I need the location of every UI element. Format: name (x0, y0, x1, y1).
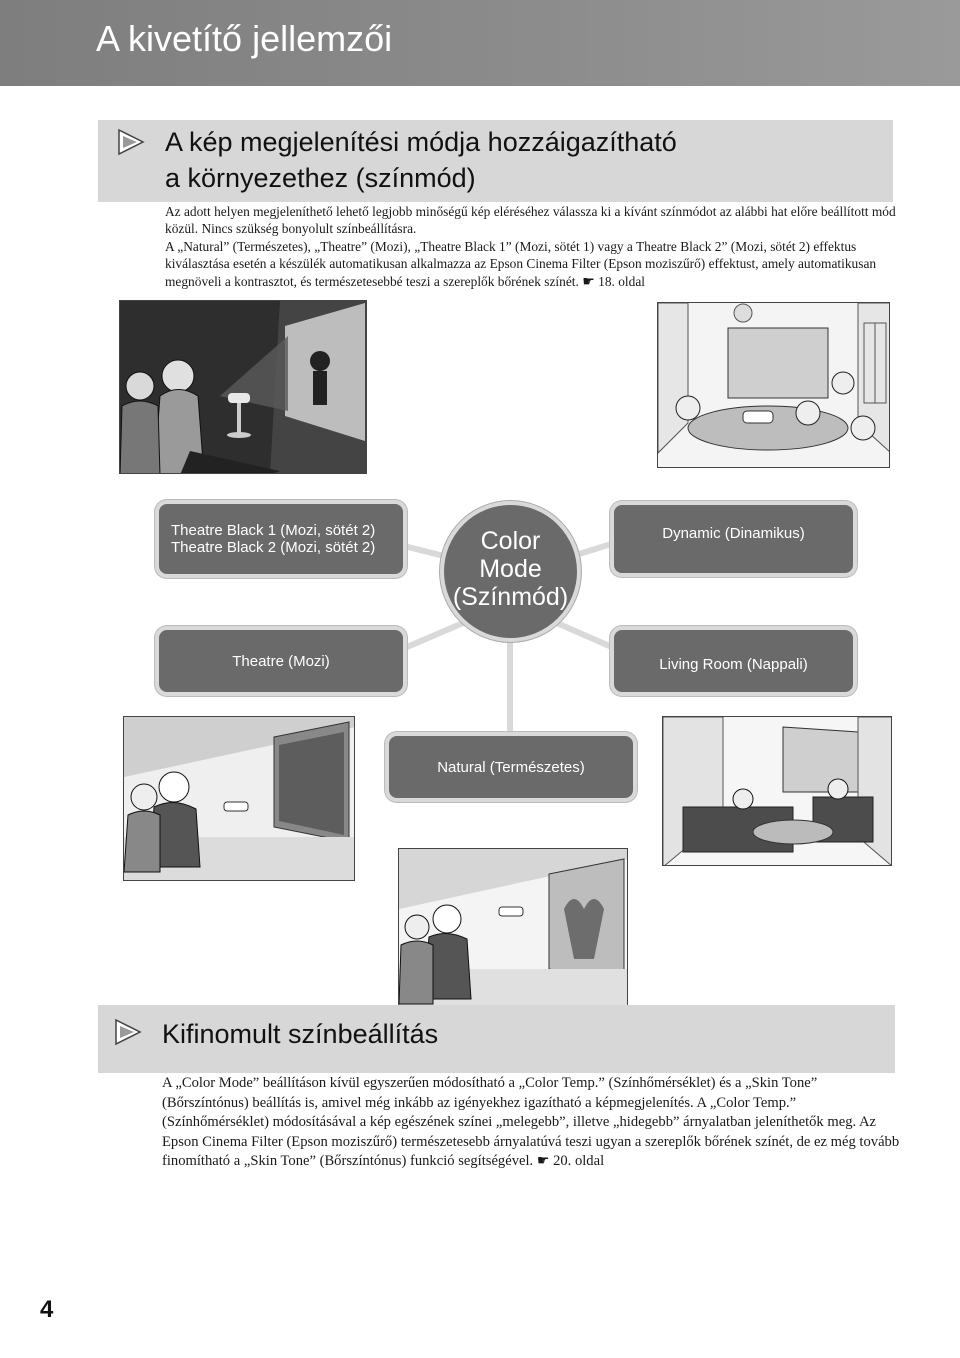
section-title-line-1: A kép megjelenítési módja hozzáigazítható (165, 127, 677, 157)
section-heading-fine-color (98, 1005, 895, 1073)
mode-theatre-black-2: Theatre Black 2 (Mozi, sötét 2) (171, 539, 376, 556)
intro-paragraph: Az adott helyen megjeleníthető lehető legjobb minőségű kép eléréséhez válassza ki a kívánt színmódot az alábbi hat előre beállított mód közül. Nincs szükség bonyolult színbeállításra. (165, 204, 896, 237)
pointing-hand-icon: ☛ (536, 1153, 550, 1170)
hub-line-2: Mode (479, 555, 542, 583)
living-room-scene (663, 717, 892, 866)
mode-theatre-black (155, 500, 407, 578)
page-reference: 20. oldal (553, 1153, 605, 1170)
color-mode-hub (440, 501, 581, 642)
fine-color-paragraph (162, 1074, 902, 1172)
theatre-illustration (123, 716, 355, 881)
section-title-line-2: a környezethez (színmód) (165, 163, 476, 193)
mode-living-room (610, 626, 857, 696)
natural-illustration (398, 848, 628, 1011)
pointing-hand-icon: ☛ (582, 273, 595, 290)
cinema-filter-text: A „Natural” (Természetes), „Theatre” (Mozi), „Theatre Black 1” (Mozi, sötét 1) vagy a Theatre Black 2” (Mozi, sötét 2) effektus kiválasztása esetén a készülék automatikusan alkalmazza az Epson Cinema Filter (Epson moziszűrő) effektust, amely automatikusan megnöveli a kontrasztot, és természetesebbé teszi a szereplők bőrének színét. (165, 239, 877, 289)
mode-dynamic-label: Dynamic (Dinamikus) (662, 524, 805, 542)
theatre-room-scene (124, 717, 355, 881)
mode-natural (385, 732, 637, 802)
natural-room-scene (399, 849, 628, 1011)
mode-theatre (155, 626, 407, 696)
page-title: A kivetítő jellemzői (96, 18, 393, 59)
page-reference: 18. oldal (598, 273, 645, 289)
section-title: Kifinomult színbeállítás (162, 1019, 439, 1049)
mode-living-room-label: Living Room (Nappali) (659, 655, 808, 673)
fine-color-text: A „Color Mode” beállításon kívül egyszerűen módosítható a „Color Temp.” (Színhőmérséklet) és a „Skin Tone” (Bőrszíntónus) beállítás is, amivel még inkább az igényekhez igazítható a képmegjelenítés. A „Color Temp.” (Színhőmérséklet) módosításával a kép egészének színei „melegebb”, illetve „hidegebb” árnyalatban jeleníthetők meg. Az Epson Cinema Filter (Epson moziszűrő) természetesebb árnyalatúvá teszi ugyan a szereplők bőrének színét, de ez még tovább finomítható a „Skin Tone” (Bőrszíntónus) funkció segítségével. (162, 1075, 900, 1170)
living-room-illustration (662, 716, 892, 866)
hub-line-3: (Színmód) (452, 583, 569, 611)
mode-natural-label: Natural (Természetes) (437, 758, 585, 776)
page-number: 4 (40, 1296, 54, 1323)
hub-line-1: Color (480, 527, 541, 555)
mode-theatre-black-1: Theatre Black 1 (Mozi, sötét 2) (171, 522, 376, 539)
mode-theatre-label: Theatre (Mozi) (232, 652, 330, 670)
mode-dynamic (610, 501, 857, 577)
play-arrow-icon (112, 1018, 142, 1046)
